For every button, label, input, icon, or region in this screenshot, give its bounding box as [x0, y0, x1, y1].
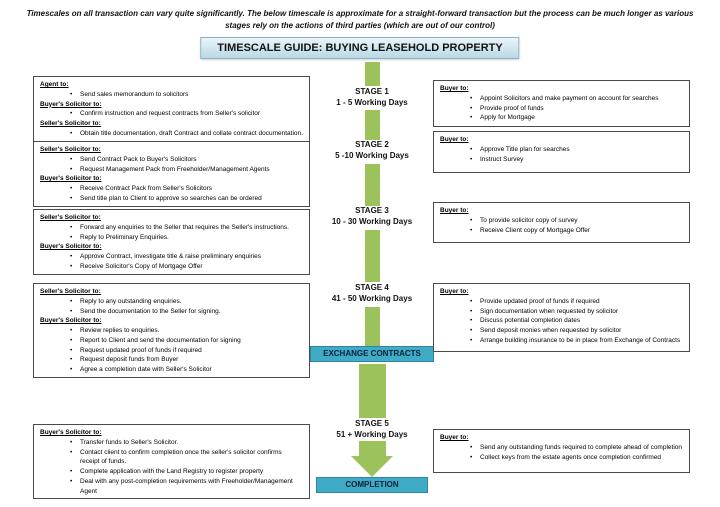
task-item: • Forward any enquiries to the Seller that requires the Seller's instructions. — [70, 223, 303, 233]
timeline-bar-segment — [359, 364, 386, 418]
stage-label: STAGE 4 — [355, 283, 389, 292]
stage-2-left-task-box — [33, 141, 310, 207]
stage-duration: 5 -10 Working Days — [335, 150, 409, 160]
task-item: • Instruct Survey — [470, 155, 683, 165]
exchange-contracts-banner: EXCHANGE CONTRACTS — [310, 346, 434, 362]
task-item: • Agree a completion date with Seller's Solicitor — [70, 365, 303, 375]
task-item: • Appoint Solicitors and make payment on account for searches — [470, 94, 683, 104]
stage-duration: 41 - 50 Working Days — [331, 293, 413, 303]
task-item: • Request updated proof of funds if required — [70, 346, 303, 356]
task-item: • Complete application with the Land Registry to register property — [70, 467, 303, 477]
stage-duration: 10 - 30 Working Days — [331, 216, 413, 226]
stage-label: STAGE 5 — [355, 419, 389, 428]
task-item: • Send the documentation to the Seller for signing. — [70, 307, 303, 317]
task-group-heading: Buyer's Solicitor to: — [40, 100, 102, 108]
task-group-heading: Seller's Solicitor to: — [40, 120, 101, 127]
task-list — [40, 438, 303, 497]
task-item: • Send deposit monies when requested by solicitor — [470, 326, 683, 336]
task-group-heading: Seller's Solicitor to: — [40, 288, 101, 295]
task-item: • Contact client to confirm completion once the seller's solicitor confirms receipt of funds. — [70, 448, 303, 468]
task-item: • Confirm instruction and request contracts from Seller's solicitor — [70, 109, 303, 119]
timeline-bar-segment — [365, 110, 380, 140]
timeline-bar-segment — [365, 164, 380, 206]
task-item: • Provide proof of funds — [470, 104, 683, 114]
task-list — [40, 155, 303, 175]
task-item: • Review replies to enquiries. — [70, 326, 303, 336]
task-list — [40, 109, 303, 119]
task-group-heading: Buyer's Solicitor to: — [40, 317, 102, 325]
task-item: • Send title plan to Client to approve so searches can be ordered — [70, 194, 303, 204]
disclaimer-text: Timescales on all transaction can vary quite significantly. The below timescale is approximate for a straight-forward transaction but the process can be much longer as various stages rely on the actions of third parties (which are out of our control) — [26, 9, 694, 30]
task-item: • Arrange building insurance to be in place from Exchange of Contracts — [470, 336, 683, 346]
stage-5-buyer-task-box — [433, 429, 690, 473]
task-item: • Request deposit funds from Buyer — [70, 355, 303, 365]
stage-3-marker — [302, 206, 442, 228]
task-item: • Report to Client and send the documentation for signing — [70, 336, 303, 346]
stage-4-left-task-box — [33, 283, 310, 378]
title-banner: TIMESCALE GUIDE: BUYING LEASEHOLD PROPERTY — [200, 37, 519, 59]
task-list — [440, 297, 683, 346]
task-item: • Send Contract Pack to Buyer's Solicitors — [70, 155, 303, 165]
task-list — [440, 216, 683, 236]
task-item: • Request Management Pack from Freeholder/Management Agents — [70, 165, 303, 175]
task-list — [40, 252, 303, 272]
task-group-heading: Buyer to: — [440, 434, 469, 441]
completion-arrow-shaft — [359, 441, 386, 456]
task-list — [40, 129, 303, 139]
stage-5-marker — [302, 419, 442, 441]
task-list — [440, 443, 683, 463]
task-list — [440, 145, 683, 165]
stage-label: STAGE 1 — [355, 87, 389, 96]
task-group-heading: Seller's Solicitor to: — [40, 214, 101, 221]
task-group-heading: Buyer to: — [440, 136, 469, 143]
task-item: • Send any outstanding funds required to complete ahead of completion — [470, 443, 683, 453]
task-item: • Collect keys from the estate agents once completion confirmed — [470, 453, 683, 463]
stage-duration: 1 - 5 Working Days — [336, 97, 408, 107]
stage-2-buyer-task-box — [433, 131, 690, 173]
task-list — [40, 326, 303, 375]
stage-1-left-task-box — [33, 76, 310, 142]
stage-label: STAGE 3 — [355, 206, 389, 215]
task-list — [40, 90, 303, 100]
task-group-heading: Buyer's Solicitor to: — [40, 175, 102, 183]
task-group-heading: Buyer's Solicitor to: — [40, 243, 102, 251]
stage-4-buyer-task-box — [433, 283, 690, 352]
task-item: • Discuss potential completion dates — [470, 316, 683, 326]
stage-1-buyer-task-box — [433, 80, 690, 127]
task-item: • Sign documentation when requested by solicitor — [470, 307, 683, 317]
timeline-bar-segment — [365, 62, 380, 86]
task-item: • Send sales memorandum to solicitors — [70, 90, 303, 100]
completion-banner: COMPLETION — [316, 477, 428, 493]
task-item: • Receive Client copy of Mortgage Offer — [470, 226, 683, 236]
task-group-heading: Buyer to: — [440, 288, 469, 295]
task-item: • To provide solicitor copy of survey — [470, 216, 683, 226]
task-group-heading: Buyer's Solicitor to: — [40, 429, 102, 436]
task-list — [40, 184, 303, 204]
stage-1-marker — [302, 87, 442, 109]
task-list — [40, 297, 303, 317]
task-item: • Reply to Preliminary Enquiries. — [70, 233, 303, 243]
stage-3-buyer-task-box — [433, 202, 690, 243]
task-item: • Transfer funds to Seller's Solicitor. — [70, 438, 303, 448]
task-group-heading: Seller's Solicitor to: — [40, 146, 101, 153]
task-item: • Provide updated proof of funds if required — [470, 297, 683, 307]
stage-4-marker — [302, 283, 442, 305]
stage-5-left-task-box — [33, 424, 310, 499]
task-item: • Receive Contract Pack from Seller's Solicitors — [70, 184, 303, 194]
task-group-heading: Buyer to: — [440, 85, 469, 92]
stage-3-left-task-box — [33, 209, 310, 275]
task-group-heading: Buyer to: — [440, 207, 469, 214]
task-item: • Deal with any post-completion requirements with Freeholder/Management Agent — [70, 477, 303, 497]
task-item: • Receive Solicitor's Copy of Mortgage Offer — [70, 262, 303, 272]
task-item: • Apply for Mortgage — [470, 113, 683, 123]
task-list — [40, 223, 303, 243]
task-item: • Approve Contract, investigate title & raise preliminary enquiries — [70, 252, 303, 262]
timeline-bar-segment — [365, 230, 380, 282]
task-item: • Approve Title plan for searches — [470, 145, 683, 155]
timeline-bar-segment — [365, 307, 380, 346]
task-item: • Obtain title documentation, draft Contract and collate contract documentation. — [70, 129, 303, 139]
task-item: • Reply to any outstanding enquiries. — [70, 297, 303, 307]
down-arrow-icon — [351, 456, 393, 477]
task-group-heading: Agent to: — [40, 81, 69, 88]
stage-duration: 51 + Working Days — [336, 429, 408, 439]
task-list — [440, 94, 683, 123]
stage-2-marker — [302, 140, 442, 162]
stage-label: STAGE 2 — [355, 140, 389, 149]
